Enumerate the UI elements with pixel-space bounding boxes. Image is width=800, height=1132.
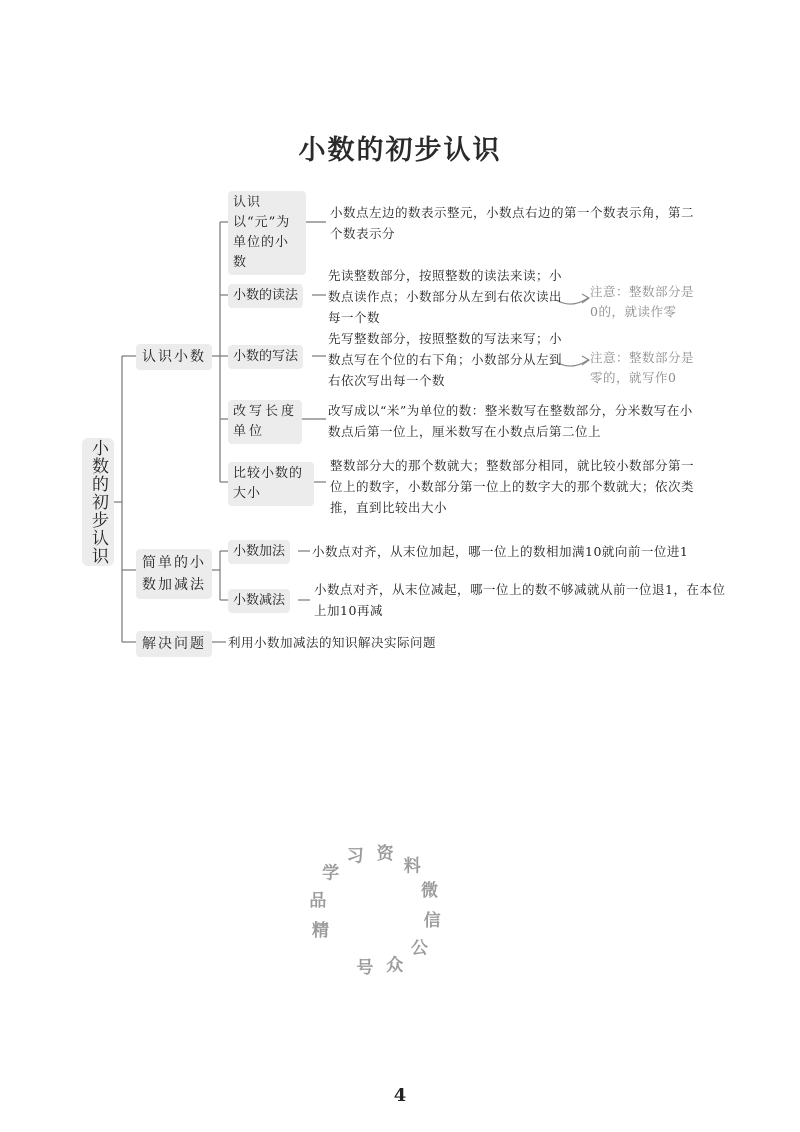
watermark-char: 学 [322, 863, 340, 884]
item-text: 改写成以“米”为单位的数：整米数写在整数部分，分米数写在小数点后第一位上，厘米数写在小数点后第二位上 [328, 403, 693, 439]
watermark-char: 习 [346, 846, 364, 867]
item-text: 利用小数加减法的知识解决实际问题 [228, 635, 437, 650]
watermark-char: 信 [423, 911, 441, 932]
note-reading: 注意：整数部分是0的，就读作零 [590, 284, 695, 319]
item-label: 小数的读法 [233, 288, 299, 303]
item-label: 比较小数的大小 [233, 466, 304, 501]
watermark-char: 众 [386, 955, 404, 976]
section-label: 认识小数 [142, 349, 206, 365]
watermark-stamp-icon [300, 835, 450, 985]
watermark-char: 料 [403, 856, 421, 877]
item-writing-decimals [228, 345, 303, 369]
item-label: 小数加法 [233, 544, 286, 559]
item-label: 认识以“元”为单位的小数 [233, 195, 291, 270]
watermark-char: 品 [309, 890, 327, 911]
section-problem-solving [136, 631, 212, 657]
item-compare-decimals [228, 462, 314, 506]
watermark-char: 号 [356, 958, 374, 979]
watermark-char: 微 [421, 881, 438, 902]
item-text: 小数点左边的数表示整元，小数点右边的第一个数表示角，第二个数表示分 [330, 205, 695, 241]
watermark-char: 公 [410, 938, 428, 959]
item-label: 小数的写法 [233, 349, 299, 364]
item-decimal-addition [228, 540, 290, 564]
item-text: 先写整数部分，按照整数的写法来写；小数点写在个位的右下角；小数部分从左到右依次写出每一个数 [328, 331, 563, 388]
watermark-char: 资 [376, 843, 394, 864]
item-text: 小数点对齐，从末位减起，哪一位上的数不够减就从前一位退1，在本位上加10再减 [314, 582, 726, 618]
section-recognize-decimals [136, 344, 212, 370]
item-text: 先读整数部分，按照整数的读法来读；小数点读作点；小数部分从左到右依次读出每一个数 [328, 268, 563, 325]
section-label: 解决问题 [142, 636, 206, 652]
note-writing: 注意：整数部分是零的，就写作0 [590, 350, 695, 385]
item-convert-length-units [228, 400, 302, 444]
item-label: 小数减法 [233, 593, 286, 608]
watermark-char: 精 [312, 920, 329, 941]
item-reading-decimals [228, 284, 303, 308]
page-title: 小数的初步认识 [298, 135, 502, 166]
root-node [82, 438, 114, 566]
item-text: 整数部分大的那个数就大；整数部分相同，就比较小数部分第一位上的数字，小数部分第一位上的数字大的那个数就大；依次类推，直到比较出大小 [330, 458, 695, 515]
section-label: 简单的小数加减法 [142, 555, 206, 593]
page-number: 4 [393, 1085, 407, 1106]
item-label: 改写长度单位 [233, 404, 298, 439]
item-yuan-decimals [228, 191, 306, 275]
section-simple-add-subtract [136, 549, 212, 599]
item-decimal-subtraction [228, 589, 290, 613]
item-text: 小数点对齐，从末位加起，哪一位上的数相加满10就向前一位进1 [312, 544, 689, 559]
root-label: 小数的初步认识 [88, 439, 108, 565]
